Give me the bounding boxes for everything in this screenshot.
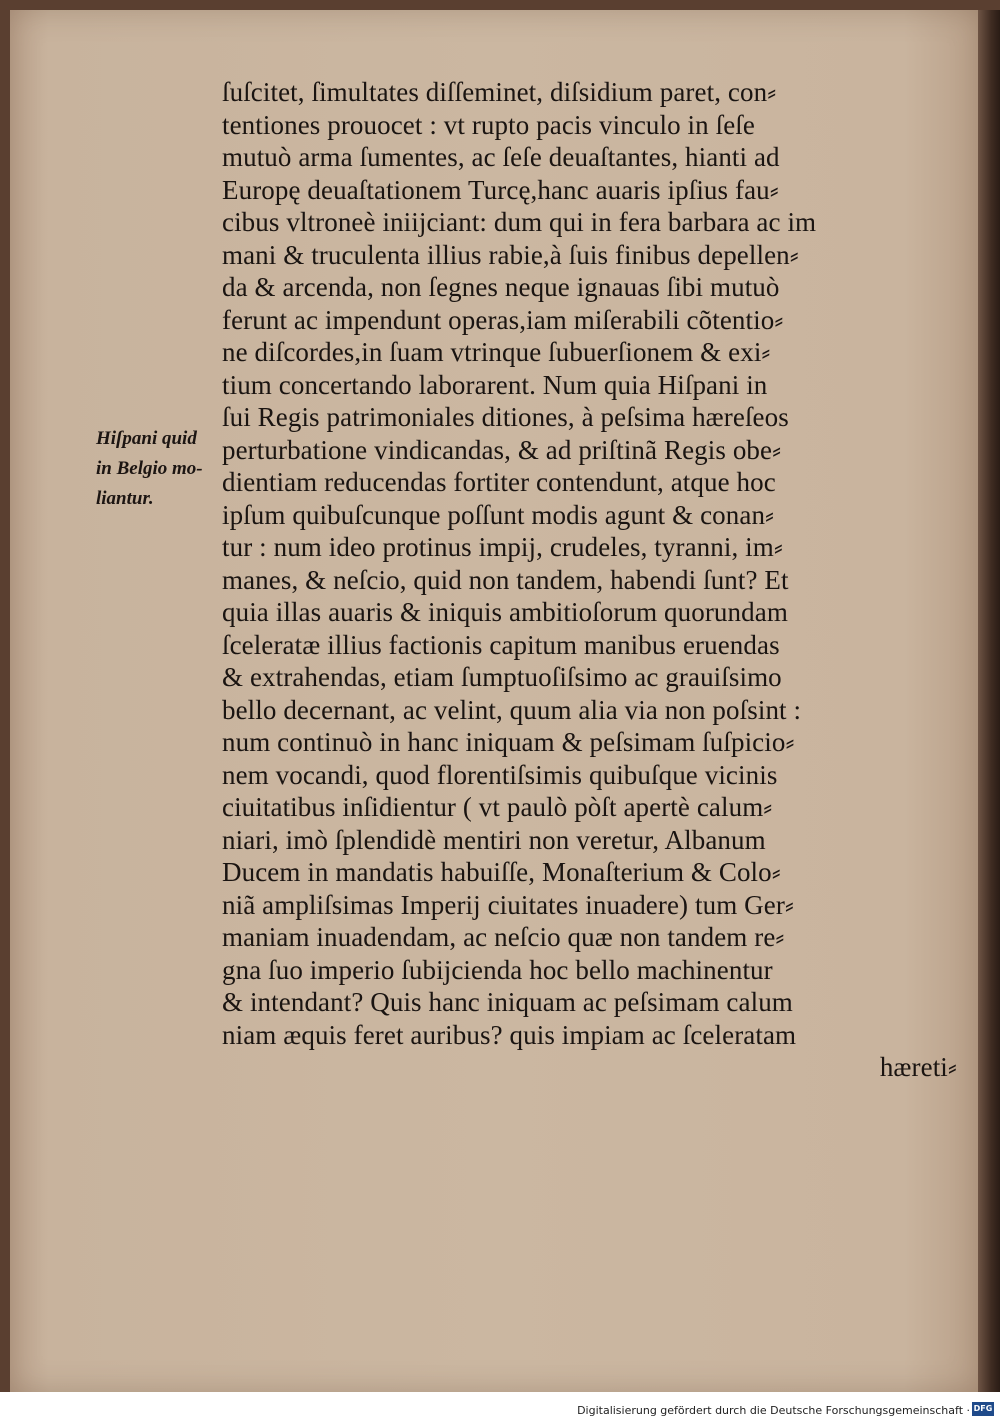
margin-note-line: Hiſpani quid [96,428,197,449]
text-line: ciuitatibus inſidientur ( vt paulò pòſt apertè calum⸗ [222,792,773,822]
text-line: ferunt ac impendunt operas,iam miſerabili cõtentio⸗ [222,304,784,335]
text-line: gna ſuo imperio ſubijcienda hoc bello machinentur [222,954,773,985]
text-line: cibus vltroneè iniijciant: dum qui in fera barbara ac im [222,207,817,237]
text-line: ſceleratæ illius factionis capitum manibus eruendas [222,629,780,660]
text-line: bello decernant, ac velint, quum alia via non poſsint : [222,694,802,725]
text-line: tur : num ideo protinus impij, crudeles, tyranni, im⸗ [222,532,783,562]
margin-note-line: in Belgio mo- [96,458,203,479]
text-line: tentiones prouocet : vt rupto pacis vinculo in ſeſe [222,109,755,140]
text-line: Ducem in mandatis habuiſſe, Monaſterium & Colo⸗ [222,857,781,887]
page-gutter-edge [978,10,1000,1392]
text-line: ipſum quibuſcunque poſſunt modis agunt & conan⸗ [222,499,775,530]
text-line: ſuſcitet, ſimultates diſſeminet, diſsidium paret, con⸗ [222,77,777,107]
text-line: niã ampliſsimas Imperij ciuitates inuadere) tum Ger⸗ [222,889,795,920]
text-line: Europę deuaſtationem Turcę,hanc auaris ipſius fau⸗ [222,174,779,205]
catchword: hæreti⸗ [879,1052,957,1082]
text-line: nem vocandi, quod florentiſsimis quibuſque vicinis [222,759,778,790]
text-line: mutuò arma ſumentes, ac ſeſe deuaſtantes, hianti ad [222,142,780,172]
footer-credit: Digitalisierung gefördert durch die Deutsche Forschungsgemeinschaft · [577,1404,970,1417]
text-line: niari, imò ſplendidè mentiri non veretur, Albanum [222,824,766,855]
main-text [222,76,957,1084]
margin-note-line: liantur. [96,488,154,509]
text-line: quia illas auaris & iniquis ambitioſorum quorundam [222,597,788,627]
text-line: da & arcenda, non ſegnes neque ignauas ſibi mutuò [222,272,780,302]
text-line: maniam inuadendam, ac neſcio quæ non tandem re⸗ [222,922,785,952]
text-line: num continuò in hanc iniquam & peſsimam ſuſpicio⸗ [222,727,795,757]
text-line: niam æquis feret auribus? quis impiam ac ſceleratam [222,1019,797,1050]
text-line: dientiam reducendas fortiter contendunt, atque hoc [222,467,776,497]
text-line: manes, & neſcio, quid non tandem, habendi ſunt? Et [222,564,789,595]
text-line: & extrahendas, etiam ſumptuoſiſsimo ac grauiſsimo [222,662,782,692]
dfg-logo-icon: DFG [972,1402,994,1416]
text-line: & intendant? Quis hanc iniquam ac peſsimam calum [222,987,793,1017]
text-line: tium concertando laborarent. Num quia Hiſpani in [222,369,768,400]
text-line: ne diſcordes,in ſuam vtrinque ſubuerſionem & exi⸗ [222,337,771,367]
margin-note [96,424,236,514]
text-line: ſui Regis patrimoniales ditiones, à peſsima hæreſeos [222,402,789,432]
text-line: mani & truculenta illius rabie,à ſuis finibus depellen⸗ [222,239,799,270]
text-line: perturbatione vindicandas, & ad priſtinã Regis obe⸗ [222,434,782,465]
